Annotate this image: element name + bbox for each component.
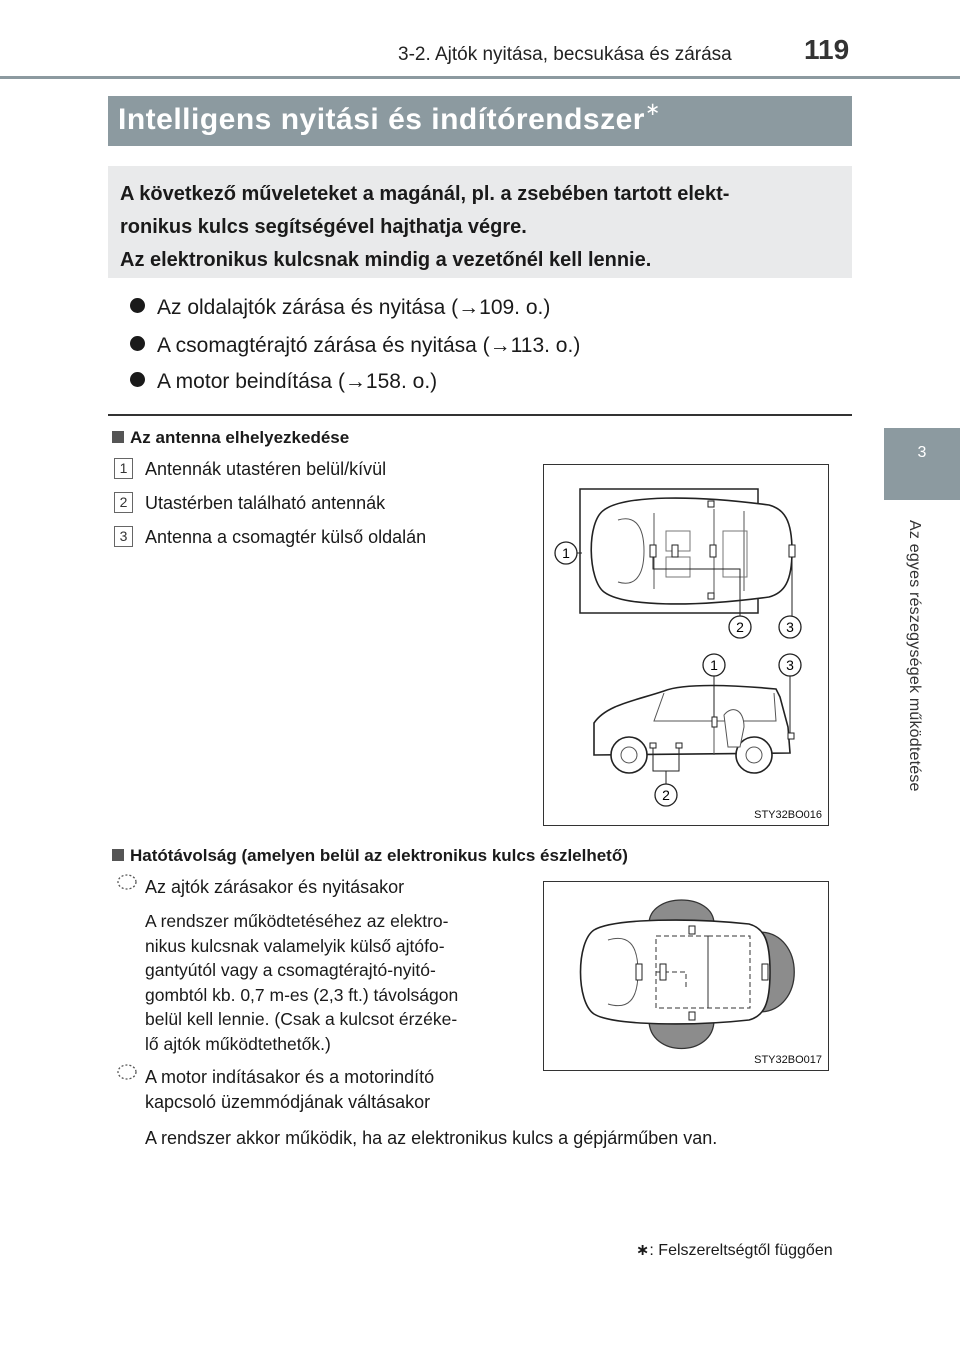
figure-code: STY32BO016 [754,809,822,821]
antenna-item-text: Antenna a csomagtér külső oldalán [145,527,427,547]
range-item-1-paragraph [145,909,517,1056]
antenna-marker [650,545,656,557]
dotted-circle-icon [116,1064,138,1080]
antenna-marker [660,964,666,980]
para-line: lő ajtók működtethetők.) [145,1033,331,1054]
bullet-item [130,334,580,358]
bullet-text: A csomagtérajtó zárása és nyitása (→113. o.) [157,334,581,357]
callout-label: 1 [710,657,718,673]
antenna-marker [710,545,716,557]
bullet-item [130,370,437,394]
antenna-marker [762,964,768,980]
para-line: nikus kulcsnak valamelyik külső ajtófo- [145,935,445,956]
label-line: A motor indításakor és a motorindító [145,1067,435,1087]
bullet-text: Az oldalajtók zárása és nyitása (→109. o.) [157,296,551,319]
antenna-marker [676,743,682,748]
antenna-marker [650,743,656,748]
dotted-circle-icon [116,874,138,890]
header-divider [0,76,960,79]
car-top-outline [591,498,792,604]
bullet-dot-icon [130,298,145,313]
car-side-seat [724,710,744,747]
footnote-text: : Felszereltségtől függően [649,1242,833,1259]
antenna-item-text: Antennák utastéren belül/kívül [145,459,387,479]
item-number-badge: 1 [114,458,133,479]
antenna-heading-text: Az antenna elhelyezkedése [130,428,350,447]
antenna-marker [689,926,695,934]
para-line: gantyútól vagy a csomagtérajtó-nyitó- [145,960,436,980]
intro-line-1: A következő műveleteket a magánál, pl. a zsebében tartott elekt- [120,183,730,205]
bullet-item [130,296,550,320]
callout-label: 2 [736,619,744,635]
antenna-marker [708,501,714,507]
bullet-dot-icon [130,372,145,387]
antenna-marker [788,733,794,739]
antenna-marker [789,545,795,557]
chapter-tab [884,428,960,500]
range-item-1-label: Az ajtók zárásakor és nyitásakor [145,877,405,897]
detection-range-figure [543,881,829,1071]
footnote [636,1240,833,1260]
antenna-item-text: Utastérben található antennák [145,493,386,513]
page-title-text: Intelligens nyitási és indítórendszer [118,103,645,136]
callout-label: 1 [562,545,570,561]
antenna-item [114,526,426,548]
para-line: belül kell lennie. (Csak a kulcsot érzéke- [145,1009,458,1029]
range-heading [112,846,628,866]
antenna-marker [672,545,678,557]
title-asterisk: ∗ [644,99,661,119]
range-item-2-label [145,1065,517,1114]
item-number-badge: 2 [114,492,133,513]
antenna-diagram [544,465,828,825]
para-line: A rendszer működtetéséhez az elektro- [145,911,449,931]
page-title [118,99,661,137]
car-front-wheel [611,737,647,773]
section-divider [108,414,852,416]
intro-line-3: Az elektronikus kulcsnak mindig a vezetőnél kell lennie. [120,249,652,271]
bullet-dot-icon [130,336,145,351]
antenna-item [114,492,385,514]
label-line: kapcsoló üzemmódjának váltásakor [145,1091,431,1112]
section-square-icon [112,431,124,443]
header-section-title: 3-2. Ajtók nyitása, becsukása és zárása [398,44,732,65]
antenna-marker [636,964,642,980]
footnote-asterisk: ∗ [636,1242,650,1259]
callout-label: 2 [662,787,670,803]
range-item-2-paragraph: A rendszer akkor működik, ha az elektronikus kulcs a gépjárműben van. [145,1128,718,1148]
para-line: gombtól kb. 0,7 m-es (2,3 ft.) távolságon [145,984,459,1005]
callout-label: 3 [786,619,794,635]
item-number-badge: 3 [114,526,133,547]
antenna-heading [112,428,349,448]
intro-line-2: ronikus kulcs segítségével hajthatja végre. [120,216,527,238]
page-number: 119 [804,34,850,65]
antenna-location-figure [543,464,829,826]
chapter-title: Az egyes részegységek működtetése [906,520,923,792]
antenna-marker [689,1012,695,1020]
antenna-marker [712,717,717,727]
antenna-item [114,458,386,480]
range-diagram [544,882,828,1070]
intro-text [120,178,840,277]
bullet-text: A motor beindítása (→158. o.) [157,370,438,393]
range-heading-text: Hatótávolság (amelyen belül az elektronikus kulcs észlelhető) [130,846,628,865]
chapter-number: 3 [917,444,927,461]
antenna-marker [708,593,714,599]
figure-code: STY32BO017 [754,1054,822,1066]
section-square-icon [112,849,124,861]
callout-label: 3 [786,657,794,673]
